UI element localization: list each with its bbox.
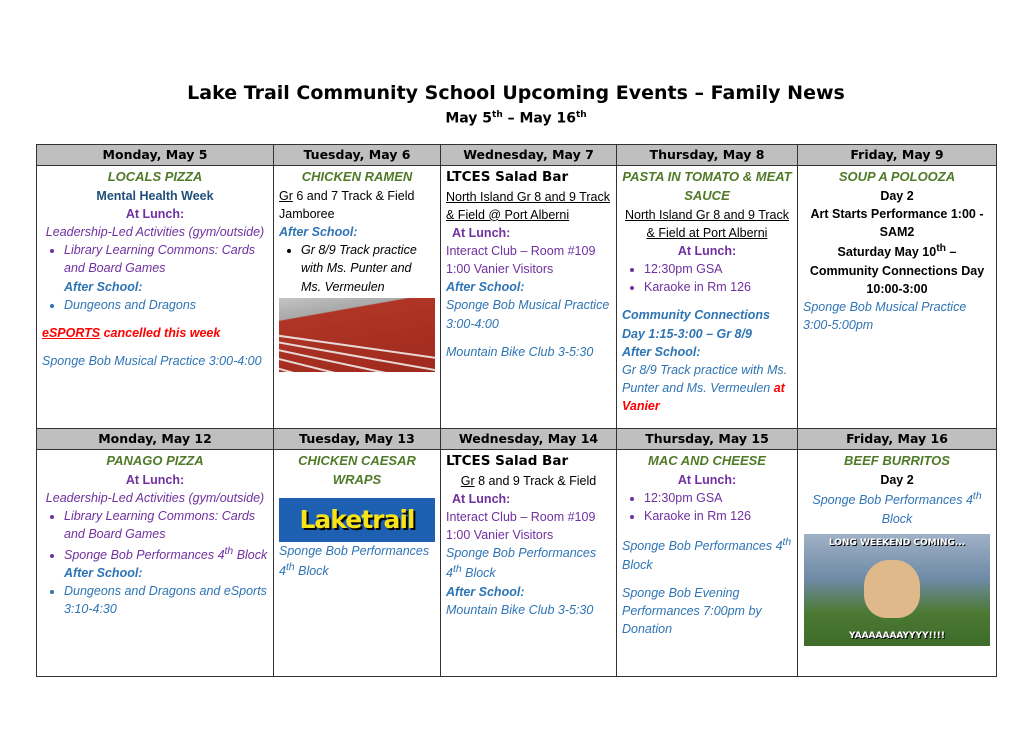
event-text: Sponge Bob Musical Practice 3:00-4:00	[42, 353, 262, 368]
event-text: Sponge Bob Performances 4th Block	[622, 537, 792, 572]
day-header: Monday, May 5	[37, 145, 274, 166]
laketrail-logo: Laketrail	[279, 498, 435, 542]
event-text: Leadership-Led Activities (gym/outside)	[45, 225, 265, 240]
running-track-image	[279, 298, 435, 372]
day-header: Thursday, May 15	[617, 429, 798, 450]
dog-figure	[864, 560, 920, 618]
event-text: Sponge Bob Performances 4th Block	[446, 546, 597, 581]
esports-notice: eSPORTS cancelled this week	[42, 325, 221, 340]
day-cell-tuesday-may-13	[274, 450, 441, 677]
event-text: Mountain Bike Club 3-5:30	[446, 602, 594, 617]
day-cell-monday-may-5	[37, 166, 274, 429]
list-item: • Library Learning Commons: Cards and Board Games	[64, 507, 268, 543]
salad-bar: LTCES Salad Bar	[446, 169, 569, 186]
event-text: Mountain Bike Club 3-5:30	[446, 344, 594, 359]
day-number: Day 2	[880, 473, 914, 488]
week2-header-row	[37, 429, 997, 450]
day-cell-monday-may-12	[37, 450, 274, 677]
event-text: Sponge Bob Musical Practice 3:00-5:00pm	[803, 299, 967, 332]
after-school-heading: After School:	[446, 584, 525, 599]
long-weekend-dog-image	[804, 534, 990, 646]
day-header: Thursday, May 8	[617, 145, 798, 166]
lunch-menu-item: CHICKEN CAESAR WRAPS	[298, 453, 416, 488]
lunch-list	[42, 507, 268, 564]
lunch-menu-item: SOUP A POLOOZA	[838, 169, 956, 185]
event-text: Gr 8/9 Track practice with Ms. Punter and Ms. Vermeulen at Vanier	[622, 362, 788, 414]
list-item: • Sponge Bob Performances 4th Block	[64, 544, 268, 564]
week1-header-row	[37, 145, 997, 166]
after-school-heading: After School:	[64, 565, 143, 580]
event-text: Sponge Bob Musical Practice 3:00-4:00	[446, 298, 610, 331]
lunch-list	[42, 241, 268, 277]
at-lunch-heading: At Lunch:	[452, 491, 511, 506]
event-text: Art Starts Performance 1:00 - SAM2	[810, 207, 984, 240]
day-cell-thursday-may-15	[617, 450, 798, 677]
lunch-menu-item: CHICKEN RAMEN	[301, 169, 413, 185]
event-text: Sponge Bob Evening Performances 7:00pm by Donation	[622, 585, 762, 637]
salad-bar: LTCES Salad Bar	[446, 453, 569, 470]
week1-events-row	[37, 166, 997, 429]
day-header: Tuesday, May 13	[274, 429, 441, 450]
meme-bottom-caption: YAAAAAAAYYYY!!!!	[848, 630, 946, 641]
list-item: • Karaoke in Rm 126	[644, 507, 792, 525]
day-header: Wednesday, May 14	[441, 429, 617, 450]
theme-week: Mental Health Week	[96, 188, 214, 203]
lunch-menu-item: MAC AND CHEESE	[648, 453, 766, 469]
event-text: Community Connections Day 1:15-3:00 – Gr 8/9	[622, 308, 770, 341]
event-text: Interact Club – Room #109	[446, 244, 596, 259]
day-header: Monday, May 12	[37, 429, 274, 450]
after-school-heading: After School:	[622, 344, 701, 359]
event-text: 1:00 Vanier Visitors	[446, 528, 554, 543]
day-cell-thursday-may-8	[617, 166, 798, 429]
lunch-menu-item: BEEF BURRITOS	[844, 453, 950, 469]
event-text: Sponge Bob Performances 4th Block	[279, 543, 430, 579]
list-item: • Gr 8/9 Track practice with Ms. Punter and Ms. Vermeulen	[301, 241, 435, 295]
list-item: • Dungeons and Dragons and eSports 3:10-4:30	[64, 582, 268, 618]
day-header: Wednesday, May 7	[441, 145, 617, 166]
day-cell-friday-may-9	[798, 166, 997, 429]
list-item: • 12:30pm GSA	[644, 260, 792, 278]
at-lunch-heading: At Lunch:	[677, 244, 737, 259]
day-cell-friday-may-16	[798, 450, 997, 677]
page-title: Lake Trail Community School Upcoming Events – Family News	[187, 82, 845, 104]
day-cell-tuesday-may-6	[274, 166, 441, 429]
lunch-menu-item: PANAGO PIZZA	[106, 453, 204, 469]
event-text: North Island Gr 8 and 9 Track & Field at Port Alberni	[625, 207, 789, 240]
list-item: • Karaoke in Rm 126	[644, 278, 792, 296]
day-cell-wednesday-may-7	[441, 166, 617, 429]
at-lunch-heading: At Lunch:	[452, 225, 511, 240]
after-school-list	[279, 241, 435, 295]
after-school-heading: After School:	[279, 225, 358, 240]
at-lunch-heading: At Lunch:	[677, 473, 737, 488]
day-number: Day 2	[880, 188, 914, 203]
lunch-menu-item: PASTA IN TOMATO & MEAT SAUCE	[622, 169, 792, 203]
event-text: Sponge Bob Performances 4th Block	[812, 491, 982, 526]
after-school-heading: After School:	[64, 279, 143, 294]
at-lunch-heading: At Lunch:	[125, 473, 185, 488]
after-school-list	[42, 582, 268, 618]
day-header: Friday, May 9	[798, 145, 997, 166]
event-text: Gr 6 and 7 Track & Field Jamboree	[279, 188, 415, 222]
after-school-list	[42, 296, 268, 314]
lunch-list	[622, 489, 792, 525]
day-header: Tuesday, May 6	[274, 145, 441, 166]
events-calendar-table	[36, 144, 997, 677]
date-range-subtitle: May 5th – May 16th	[445, 110, 587, 127]
day-cell-wednesday-may-14	[441, 450, 617, 677]
lunch-list	[622, 260, 792, 296]
day-header: Friday, May 16	[798, 429, 997, 450]
lunch-menu-item: LOCALS PIZZA	[107, 169, 203, 185]
event-text: Interact Club – Room #109	[446, 510, 596, 525]
event-text: Leadership-Led Activities (gym/outside)	[45, 491, 265, 506]
at-lunch-heading: At Lunch:	[125, 207, 185, 222]
list-item: • Library Learning Commons: Cards and Board Games	[64, 241, 268, 277]
after-school-heading: After School:	[446, 280, 525, 295]
meme-top-caption: LONG WEEKEND COMING...	[828, 537, 966, 548]
event-text: North Island Gr 8 and 9 Track & Field @ Port Alberni	[446, 189, 610, 222]
event-text: Gr 8 and 9 Track & Field	[460, 473, 597, 488]
list-item: • 12:30pm GSA	[644, 489, 792, 507]
event-text: Saturday May 10th – Community Connections Day 10:00-3:00	[809, 243, 985, 296]
event-text: 1:00 Vanier Visitors	[446, 262, 554, 277]
week2-events-row	[37, 450, 997, 677]
list-item: • Dungeons and Dragons	[64, 296, 268, 314]
